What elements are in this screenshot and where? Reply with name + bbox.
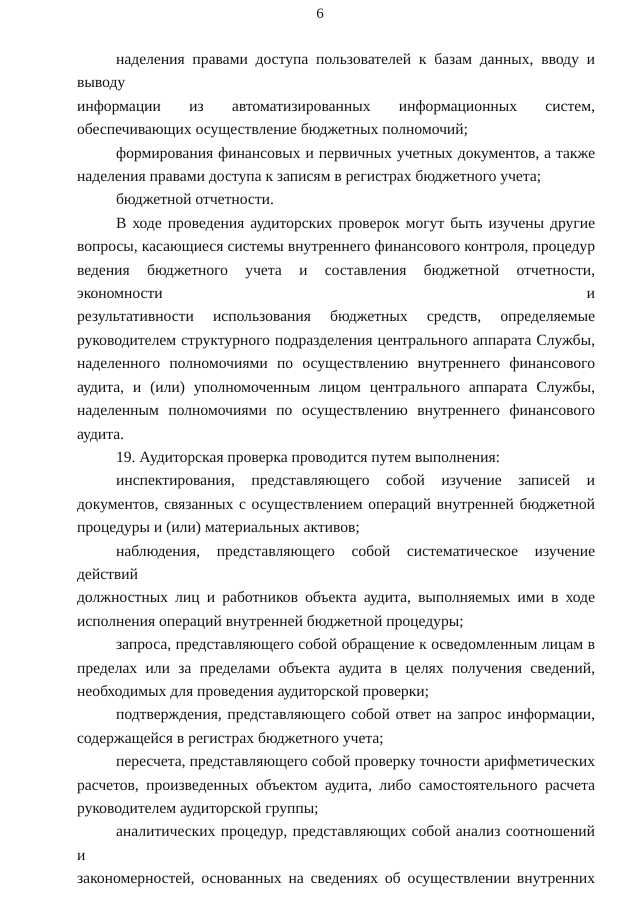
text-line: формирования финансовых и первичных учетных документов, а также	[116, 144, 595, 162]
paragraph-confirmation	[77, 703, 595, 750]
paragraph-financial-documents	[77, 142, 595, 189]
text-line: информации из автоматизированных информационных систем,	[77, 97, 595, 115]
text-line: расчетов, произведенных объектом аудита, либо самостоятельного расчета	[77, 776, 595, 794]
text-line: необходимых для проведения аудиторской проверки;	[77, 682, 429, 700]
document-body	[77, 48, 595, 891]
text-line: аудита.	[77, 425, 125, 443]
text-line: руководителем структурного подразделения центрального аппарата Службы,	[77, 331, 595, 349]
text-line: руководителем аудиторской группы;	[77, 800, 319, 817]
paragraph-recalculation	[77, 750, 595, 820]
text-line: пересчета, представляющего собой проверку точности арифметических	[116, 753, 595, 771]
paragraph-item-19	[77, 446, 595, 469]
text-line: исполнения операций внутренней бюджетной процедуры;	[77, 612, 464, 630]
text-line: результативности использования бюджетных средств, определяемые	[77, 308, 595, 326]
text-line: наделения правами доступа пользователей к базам данных, вводу и выводу	[77, 51, 595, 92]
text-line: процедуры и (или) материальных активов;	[77, 519, 360, 537]
paragraph-observation	[77, 540, 595, 634]
text-line: наделенным полномочиями по осуществлению внутреннего финансового	[77, 402, 595, 420]
text-line: запроса, представляющего собой обращение к осведомленным лицам в	[116, 636, 595, 654]
paragraph-access-rights	[77, 48, 595, 142]
text-line: документов, связанных с осуществлением операций внутренней бюджетной	[77, 495, 595, 513]
text-line: ведения бюджетного учета и составления бюджетной отчетности, экономности и	[77, 261, 595, 303]
text-line: вопросы, касающиеся системы внутреннего финансового контроля, процедур	[77, 238, 595, 256]
paragraph-analytical-procedures	[77, 820, 595, 890]
text-line: содержащейся в регистрах бюджетного учета;	[77, 729, 384, 747]
text-line: пределах или за пределами объекта аудита в целях получения сведений,	[77, 659, 595, 677]
text-line: аналитических процедур, представляющих собой анализ соотношений и	[77, 823, 595, 864]
text-line: бюджетной отчетности.	[116, 191, 274, 209]
text-line: наделенного полномочиями по осуществлению внутреннего финансового	[77, 355, 595, 373]
paragraph-other-questions	[77, 212, 595, 446]
text-line: инспектирования, представляющего собой изучение записей и	[116, 472, 595, 490]
text-line: обеспечивающих осуществление бюджетных полномочий;	[77, 121, 468, 139]
text-line: 19. Аудиторская проверка проводится путем выполнения:	[116, 448, 500, 466]
text-line: должностных лиц и работников объекта аудита, выполняемых ими в ходе	[77, 589, 595, 607]
paragraph-inspection	[77, 469, 595, 539]
text-line: наблюдения, представляющего собой систематическое изучение действий	[77, 542, 595, 583]
paragraph-inquiry	[77, 633, 595, 703]
text-line: В ходе проведения аудиторских проверок могут быть изучены другие	[116, 214, 595, 232]
text-line: закономерностей, основанных на сведениях об осуществлении внутренних	[77, 870, 595, 888]
text-line: аудита, и (или) уполномоченным лицом центрального аппарата Службы,	[77, 378, 595, 396]
text-line: подтверждения, представляющего собой ответ на запрос информации,	[116, 706, 595, 724]
paragraph-budget-reporting	[77, 188, 595, 211]
page-number: 6	[316, 6, 324, 22]
text-line: наделения правами доступа к записям в регистрах бюджетного учета;	[77, 168, 542, 186]
